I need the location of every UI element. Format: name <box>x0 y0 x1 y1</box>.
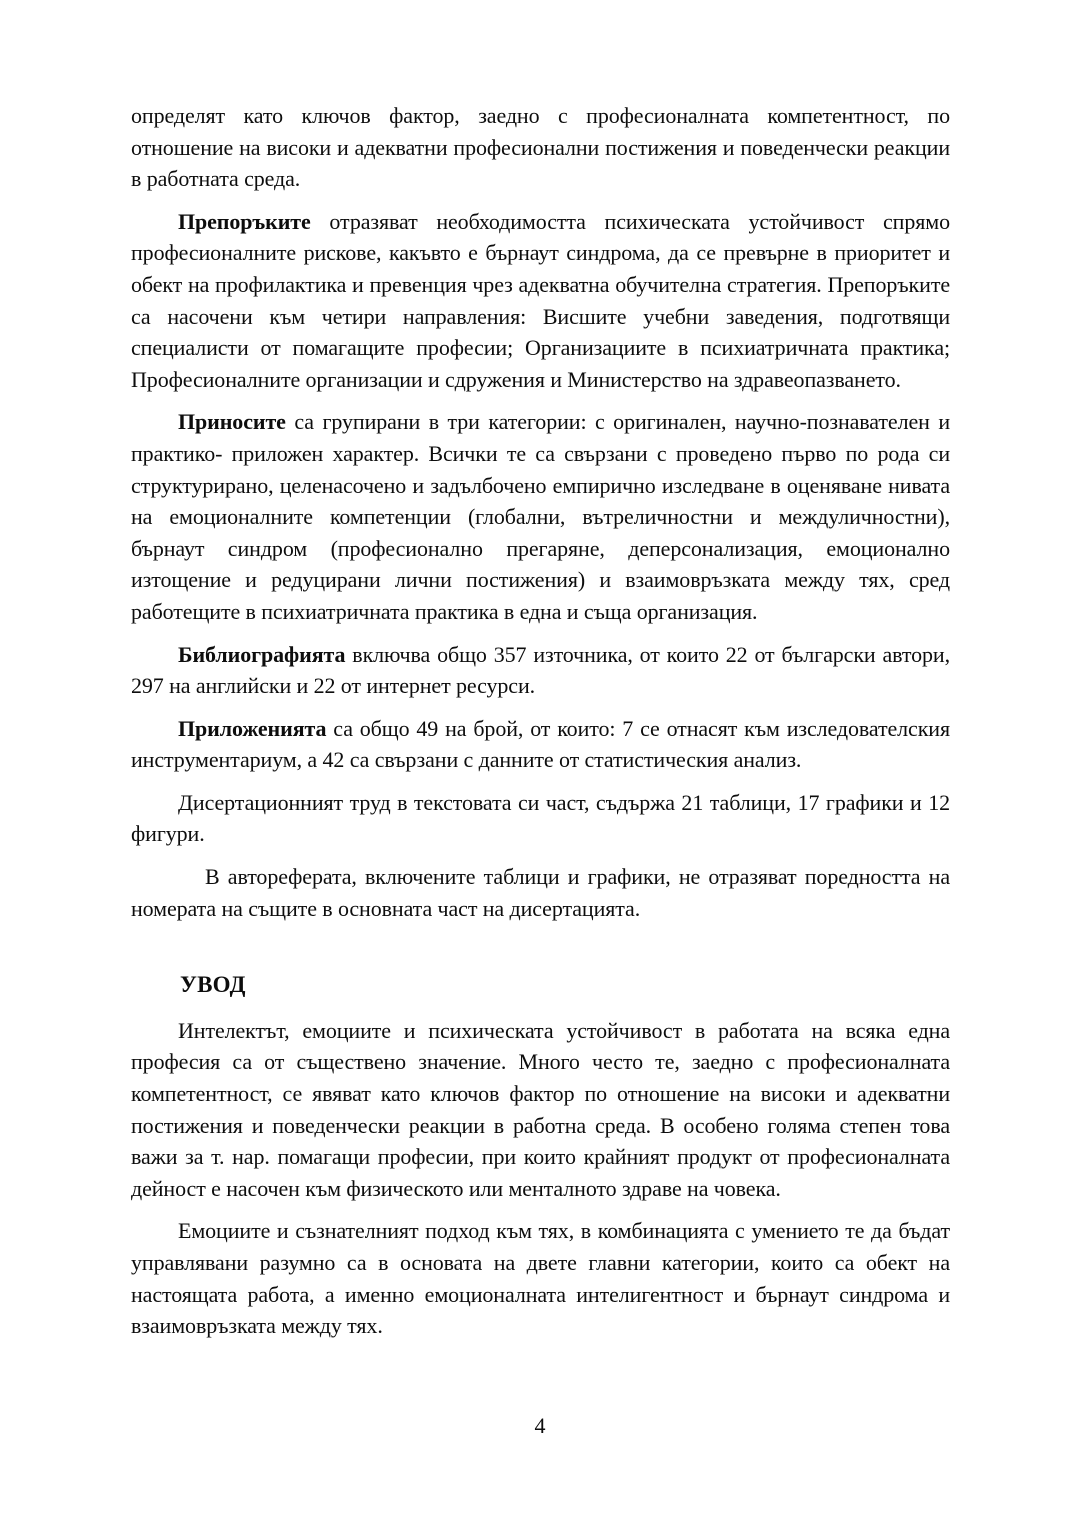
paragraph-text: определят като ключов фактор, заедно с професионалната компетентност, по отношение на високи и адекватни професионални постижения и поведенчески реакции в работната среда. <box>131 103 950 192</box>
paragraph <box>131 406 950 627</box>
paragraph <box>131 713 950 776</box>
paragraph <box>131 639 950 702</box>
paragraph-text: Емоциите и съзнателният подход към тях, в комбинацията с умението те да бъдат управлявани разумно са в основата на двете главни категории, които са обект на настоящата работа, а именно емоционалната интелигентност и бърнаут синдрома и взаимовръзката между тях. <box>131 1218 950 1339</box>
page-number: 4 <box>534 1413 546 1438</box>
paragraph-text: В автореферата, включените таблици и графики, не отразяват поредността на номерата на същите в основната част на дисертацията. <box>131 864 950 921</box>
paragraph <box>131 861 950 924</box>
paragraph-lead: Приносите <box>178 409 286 435</box>
paragraph-text: са общо 49 на брой, от които: 7 се отнасят към изследователския инструментариум, а 42 са свързани с данните от статистическия анализ. <box>131 715 950 773</box>
paragraph <box>131 1015 950 1205</box>
paragraph-text: Интелектът, емоциите и психическата устойчивост в работата на всяка една професия са от съществено значение. Много често те, заедно с професионалната компетентност, се явяват като ключов фактор по отношение на високи и адекватни постижения и поведенчески реакции в работна среда. В особено голяма степен това важи за т. нар. помагащи професии, при които крайният продукт от професионалната дейност е насочен към физическото или менталното здраве на човека. <box>131 1017 950 1201</box>
paragraph-lead: Приложенията <box>178 715 327 741</box>
paragraph-text: са групирани в три категории: с оригинален, научно-познавателен и практико- приложен характер. Всички те са свързани с проведено първо по рода си структурирано, целенасочено и задълбочено емпирично изследване в оценяване нивата на емоционалните компетенции (глобални, вътреличностни и междуличностни), бърнаут синдром (професионално прегаряне, деперсонализация, емоционално изтощение и редуцирани лични постижения) и взаимовръзката между тях, сред работещите в психиатричната практика в една и съща организация. <box>131 409 950 624</box>
paragraph <box>131 1215 950 1341</box>
paragraph-text: Дисертационният труд в текстовата си част, съдържа 21 таблици, 17 графики и 12 фигури. <box>131 789 950 847</box>
paragraph-lead: Препоръките <box>178 208 311 234</box>
paragraph-text: включва общо 357 източника, от които 22 от български автори, 297 на английски и 22 от интернет ресурси. <box>131 641 950 699</box>
paragraph-lead: Библиографията <box>178 641 346 667</box>
section-heading: УВОД <box>180 972 246 998</box>
paragraph-text: отразяват необходимостта психическата устойчивост спрямо професионалните рискове, какъвто е бърнаут синдрома, да се превърне в приоритет и обект на профилактика и превенция чрез адекватна обучителна стратегия. Препоръките са насочени към четири направления: Висшите учебни заведения, подготвящи специалисти от помагащите професии; Организациите в психиатричната практика; Професионалните организации и сдружения и Министерство на здравеопазването. <box>131 208 950 392</box>
paragraph <box>131 787 950 850</box>
paragraph <box>131 100 950 195</box>
paragraph <box>131 206 950 396</box>
